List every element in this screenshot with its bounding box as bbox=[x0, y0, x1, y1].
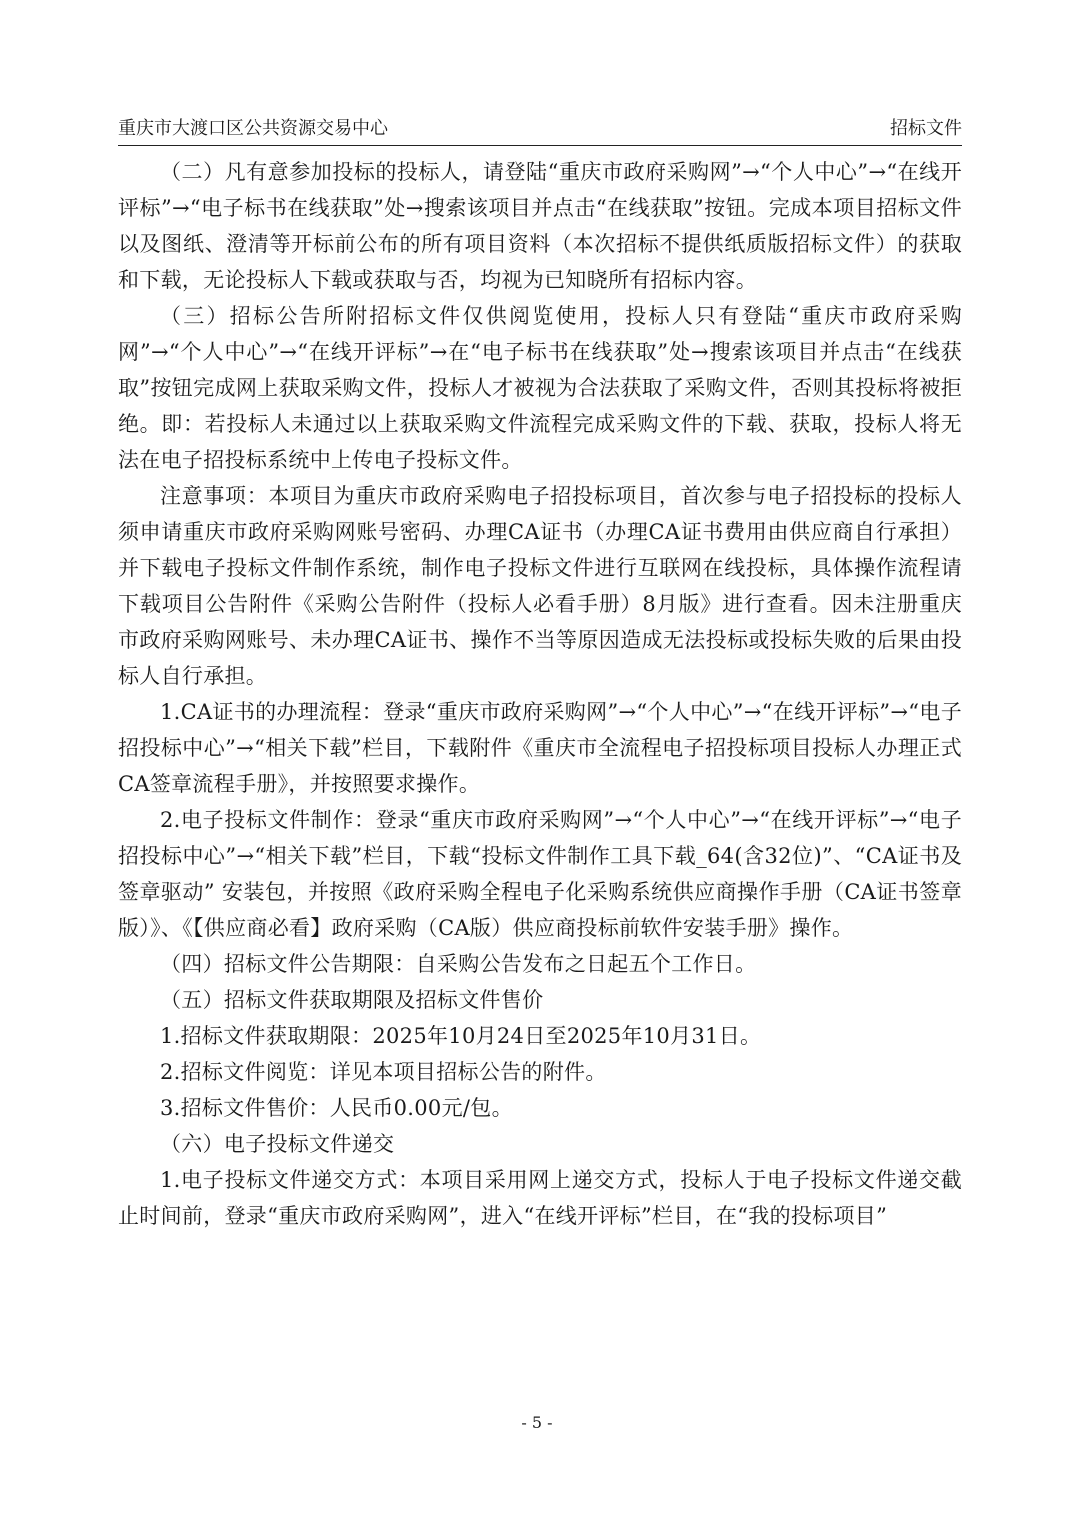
paragraph-submission-method: 1.电子投标文件递交方式：本项目采用网上递交方式，投标人于电子投标文件递交截止时间前，登录“重庆市政府采购网”，进入“在线开评标”栏目，在“我的投标项目” bbox=[118, 1168, 962, 1228]
paragraph-section-4: （四）招标文件公告期限：自采购公告发布之日起五个工作日。 bbox=[160, 952, 757, 976]
page-header bbox=[118, 116, 962, 146]
paragraph-notice: 注意事项：本项目为重庆市政府采购电子招投标项目，首次参与电子招投标的投标人须申请重庆市政府采购网账号密码、办理CA证书（办理CA证书费用由供应商自行承担）并下载电子投标文件制作系统，制作电子投标文件进行互联网在线投标，具体操作流程请下载项目公告附件《采购公告附件（投标人必看手册）8月版》进行查看。因未注册重庆市政府采购网账号、未办理CA证书、操作不当等原因造成无法投标或投标失败的后果由投标人自行承担。 bbox=[118, 484, 962, 688]
paragraph-ca-process: 1.CA证书的办理流程：登录“重庆市政府采购网”→“个人中心”→“在线开评标”→“电子招投标中心”→“相关下载”栏目，下载附件《重庆市全流程电子招投标项目投标人办理正式CA签章流程手册》，并按照要求操作。 bbox=[118, 700, 962, 796]
paragraph-acquisition-period: 1.招标文件获取期限：2025年10月24日至2025年10月31日。 bbox=[160, 1024, 762, 1048]
paragraph-section-3: （三）招标公告所附招标文件仅供阅览使用，投标人只有登陆“重庆市政府采购网”→“个人中心”→“在线开评标”→在“电子标书在线获取”处→搜索该项目并点击“在线获取”按钮完成网上获取采购文件，投标人才被视为合法获取了采购文件，否则其投标将被拒绝。即：若投标人未通过以上获取采购文件流程完成采购文件的下载、获取，投标人将无法在电子招投标系统中上传电子投标文件。 bbox=[118, 304, 962, 472]
paragraph-section-2: （二）凡有意参加投标的投标人，请登陆“重庆市政府采购网”→“个人中心”→“在线开评标”→“电子标书在线获取”处→搜索该项目并点击“在线获取”按钮。完成本项目招标文件以及图纸、澄清等开标前公布的所有项目资料（本次招标不提供纸质版招标文件）的获取和下载，无论投标人下载或获取与否，均视为已知晓所有招标内容。 bbox=[118, 160, 962, 292]
paragraph-section-5: （五）招标文件获取期限及招标文件售价 bbox=[160, 988, 544, 1012]
header-organization: 重庆市大渡口区公共资源交易中心 bbox=[118, 118, 388, 139]
paragraph-document-review: 2.招标文件阅览：详见本项目招标公告的附件。 bbox=[160, 1060, 607, 1084]
paragraph-bid-file-preparation: 2.电子投标文件制作：登录“重庆市政府采购网”→“个人中心”→“在线开评标”→“电子招投标中心”→“相关下载”栏目，下载“投标文件制作工具下载_64(含32位)”、“CA证书及签章驱动” 安装包，并按照《政府采购全程电子化采购系统供应商操作手册（CA证书签章版）》、《【供应商必看】政府采购（CA版）供应商投标前软件安装手册》操作。 bbox=[118, 808, 962, 940]
page-number: - 5 - bbox=[521, 1413, 553, 1432]
paragraph-section-6: （六）电子投标文件递交 bbox=[160, 1132, 395, 1156]
header-document-type: 招标文件 bbox=[890, 118, 962, 139]
body-text bbox=[118, 154, 962, 1234]
paragraph-document-price: 3.招标文件售价：人民币0.00元/包。 bbox=[160, 1096, 513, 1120]
